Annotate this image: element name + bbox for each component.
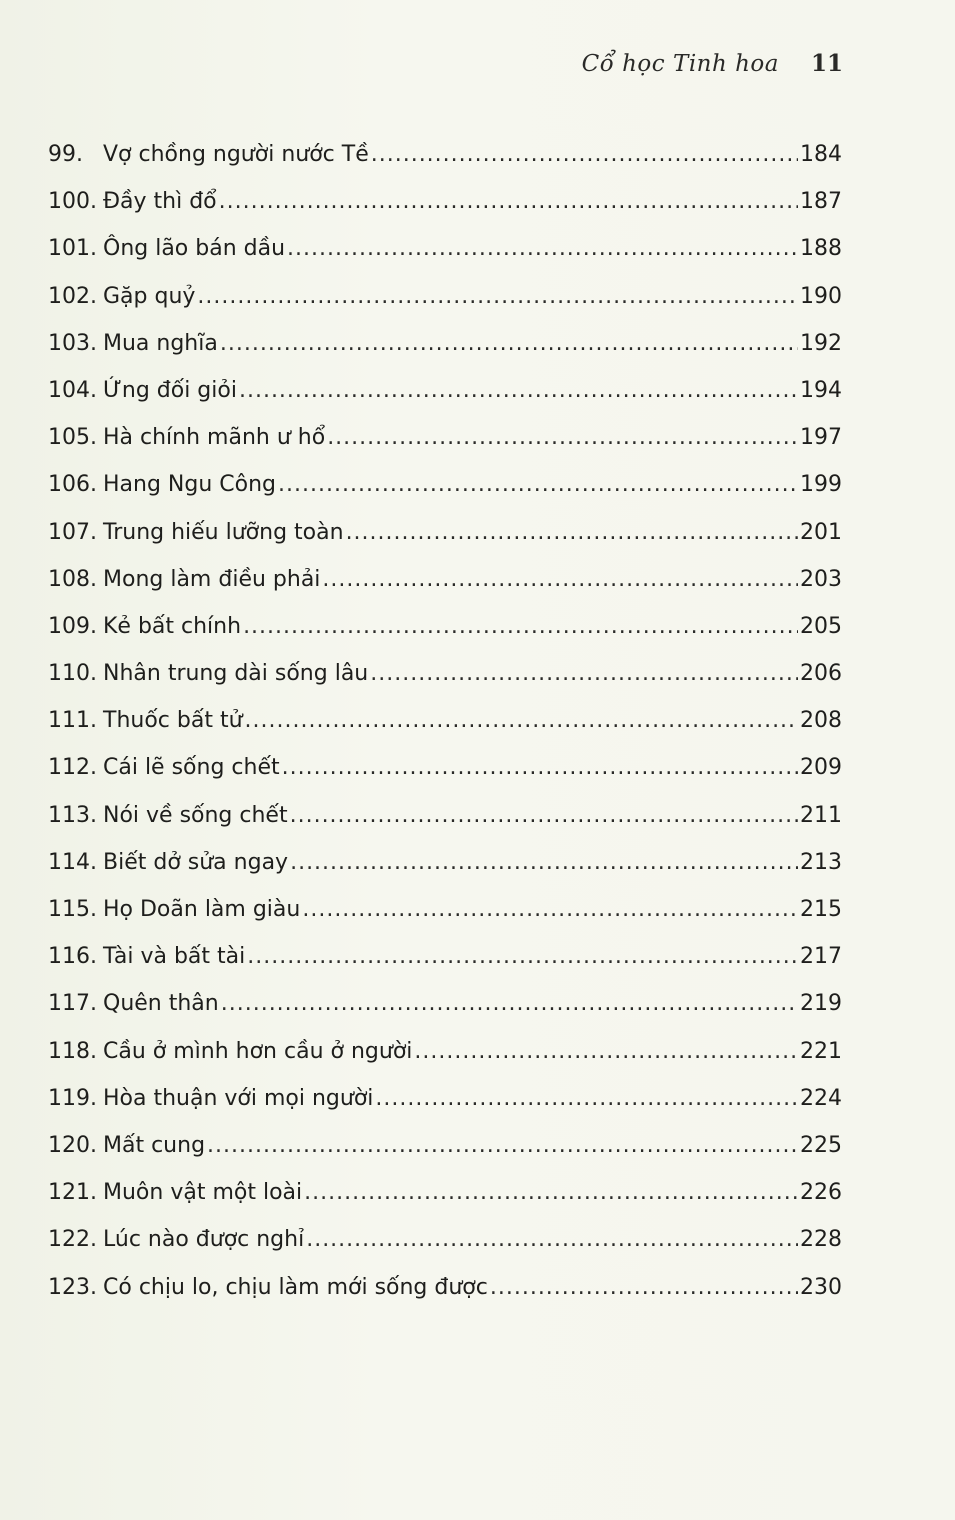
entry-page: 192 [800, 330, 842, 356]
toc-entry [48, 942, 842, 989]
toc-entry [48, 282, 842, 329]
dot-leader [219, 187, 798, 217]
dot-leader [375, 1084, 798, 1114]
dot-leader [207, 1131, 798, 1161]
entry-page: 224 [800, 1085, 842, 1111]
toc-entry [48, 895, 842, 942]
toc-entry [48, 376, 842, 423]
entry-title: Biết dở sửa ngay [103, 849, 289, 875]
entry-number: 101. [48, 236, 97, 262]
dot-leader [346, 518, 798, 548]
dot-leader [220, 329, 798, 359]
entry-title: Lúc nào được nghỉ [103, 1227, 305, 1253]
toc-entry [48, 1225, 842, 1272]
dot-leader [287, 234, 798, 264]
toc-entry [48, 470, 842, 517]
entry-title: Nhân trung dài sống lâu [103, 661, 369, 687]
entry-page: 206 [800, 661, 842, 687]
entry-page: 201 [800, 519, 842, 545]
entry-page: 194 [800, 377, 842, 403]
entry-title: Mất cung [103, 1132, 206, 1158]
entry-title: Hang Ngu Công [103, 472, 277, 498]
toc-entry [48, 1131, 842, 1178]
entry-title: Ứng đối giỏi [103, 377, 237, 403]
entry-title: Đầy thì đổ [103, 189, 217, 215]
entry-title: Muôn vật một loài [103, 1180, 303, 1206]
entry-title: Ông lão bán dầu [103, 236, 286, 262]
toc-entry [48, 140, 842, 187]
toc-entry [48, 848, 842, 895]
entry-page: 221 [800, 1038, 842, 1064]
dot-leader [322, 565, 798, 595]
entry-number: 113. [48, 802, 97, 828]
entry-number: 110. [48, 661, 97, 687]
entry-page: 197 [800, 425, 842, 451]
entry-number: 107. [48, 519, 97, 545]
entry-number: 114. [48, 849, 97, 875]
dot-leader [197, 282, 798, 312]
entry-title: Quên thân [103, 991, 219, 1017]
entry-page: 208 [800, 708, 842, 734]
dot-leader [304, 1178, 798, 1208]
toc-entry [48, 565, 842, 612]
entry-title: Mong làm điều phải [103, 566, 321, 592]
toc-entry [48, 1273, 842, 1320]
dot-leader [371, 140, 798, 170]
entry-page: 215 [800, 897, 842, 922]
entry-page: 217 [800, 944, 842, 970]
entry-title: Mua nghĩa [103, 330, 218, 356]
entry-title: Gặp quỷ [103, 283, 196, 309]
entry-number: 105. [48, 425, 97, 451]
entry-number: 118. [48, 1038, 97, 1064]
entry-page: 213 [800, 849, 842, 875]
dot-leader [290, 848, 798, 878]
entry-title: Có chịu lo, chịu làm mới sống được [103, 1274, 488, 1300]
entry-number: 115. [48, 897, 97, 922]
running-header [582, 50, 843, 77]
page-number: 11 [810, 50, 843, 77]
toc-entry [48, 1178, 842, 1225]
toc-entry [48, 423, 842, 470]
toc-entry [48, 989, 842, 1036]
entry-title: Hà chính mãnh ư hổ [103, 425, 326, 451]
entry-number: 111. [48, 708, 97, 734]
entry-title: Tài và bất tài [103, 944, 246, 970]
entry-page: 190 [800, 283, 842, 309]
entry-page: 209 [800, 755, 842, 781]
toc-entry [48, 1084, 842, 1131]
entry-number: 122. [48, 1227, 97, 1253]
entry-title: Hòa thuận với mọi người [103, 1085, 374, 1111]
entry-title: Thuốc bất tử [103, 708, 243, 734]
dot-leader [247, 942, 798, 972]
book-title: Cổ học Tinh hoa [581, 51, 779, 77]
toc-entry [48, 659, 842, 706]
entry-number: 100. [48, 189, 97, 215]
entry-number: 117. [48, 991, 97, 1017]
dot-leader [239, 376, 798, 406]
entry-number: 116. [48, 944, 97, 970]
entry-number: 123. [48, 1274, 97, 1300]
toc-entry [48, 234, 842, 281]
entry-page: 211 [800, 802, 842, 828]
dot-leader [282, 753, 798, 783]
entry-title: Vợ chồng người nước Tề [103, 142, 369, 167]
dot-leader [306, 1225, 798, 1255]
entry-number: 119. [48, 1085, 97, 1111]
entry-page: 203 [800, 566, 842, 592]
entry-number: 108. [48, 566, 97, 592]
table-of-contents [48, 140, 842, 1320]
dot-leader [490, 1273, 798, 1303]
entry-title: Cầu ở mình hơn cầu ở người [103, 1038, 413, 1064]
entry-number: 120. [48, 1132, 97, 1158]
toc-entry [48, 706, 842, 753]
entry-number: 102. [48, 283, 97, 309]
dot-leader [370, 659, 798, 689]
toc-entry [48, 612, 842, 659]
dot-leader [327, 423, 798, 453]
toc-entry [48, 1037, 842, 1084]
entry-page: 225 [800, 1132, 842, 1158]
toc-entry [48, 753, 842, 800]
toc-entry [48, 801, 842, 848]
dot-leader [414, 1037, 798, 1067]
dot-leader [278, 470, 798, 500]
entry-title: Nói về sống chết [103, 802, 288, 828]
entry-title: Cái lẽ sống chết [103, 755, 280, 781]
toc-entry [48, 187, 842, 234]
entry-title: Kẻ bất chính [103, 613, 242, 639]
entry-page: 219 [800, 991, 842, 1017]
dot-leader [302, 895, 798, 925]
entry-page: 184 [800, 142, 842, 167]
entry-page: 228 [800, 1227, 842, 1253]
entry-page: 230 [800, 1274, 842, 1300]
entry-number: 121. [48, 1180, 97, 1206]
dot-leader [243, 612, 798, 642]
entry-number: 109. [48, 613, 97, 639]
entry-title: Họ Doãn làm giàu [103, 897, 301, 922]
dot-leader [245, 706, 798, 736]
entry-number: 112. [48, 755, 97, 781]
entry-page: 188 [800, 236, 842, 262]
entry-number: 103. [48, 330, 97, 356]
dot-leader [290, 801, 798, 831]
entry-page: 199 [800, 472, 842, 498]
entry-page: 187 [800, 189, 842, 215]
toc-entry [48, 329, 842, 376]
dot-leader [221, 989, 798, 1019]
entry-number: 104. [48, 377, 97, 403]
entry-page: 226 [800, 1180, 842, 1206]
entry-title: Trung hiếu lưỡng toàn [103, 519, 344, 545]
entry-page: 205 [800, 613, 842, 639]
entry-number: 106. [48, 472, 97, 498]
entry-number: 99. [48, 142, 83, 167]
toc-entry [48, 518, 842, 565]
